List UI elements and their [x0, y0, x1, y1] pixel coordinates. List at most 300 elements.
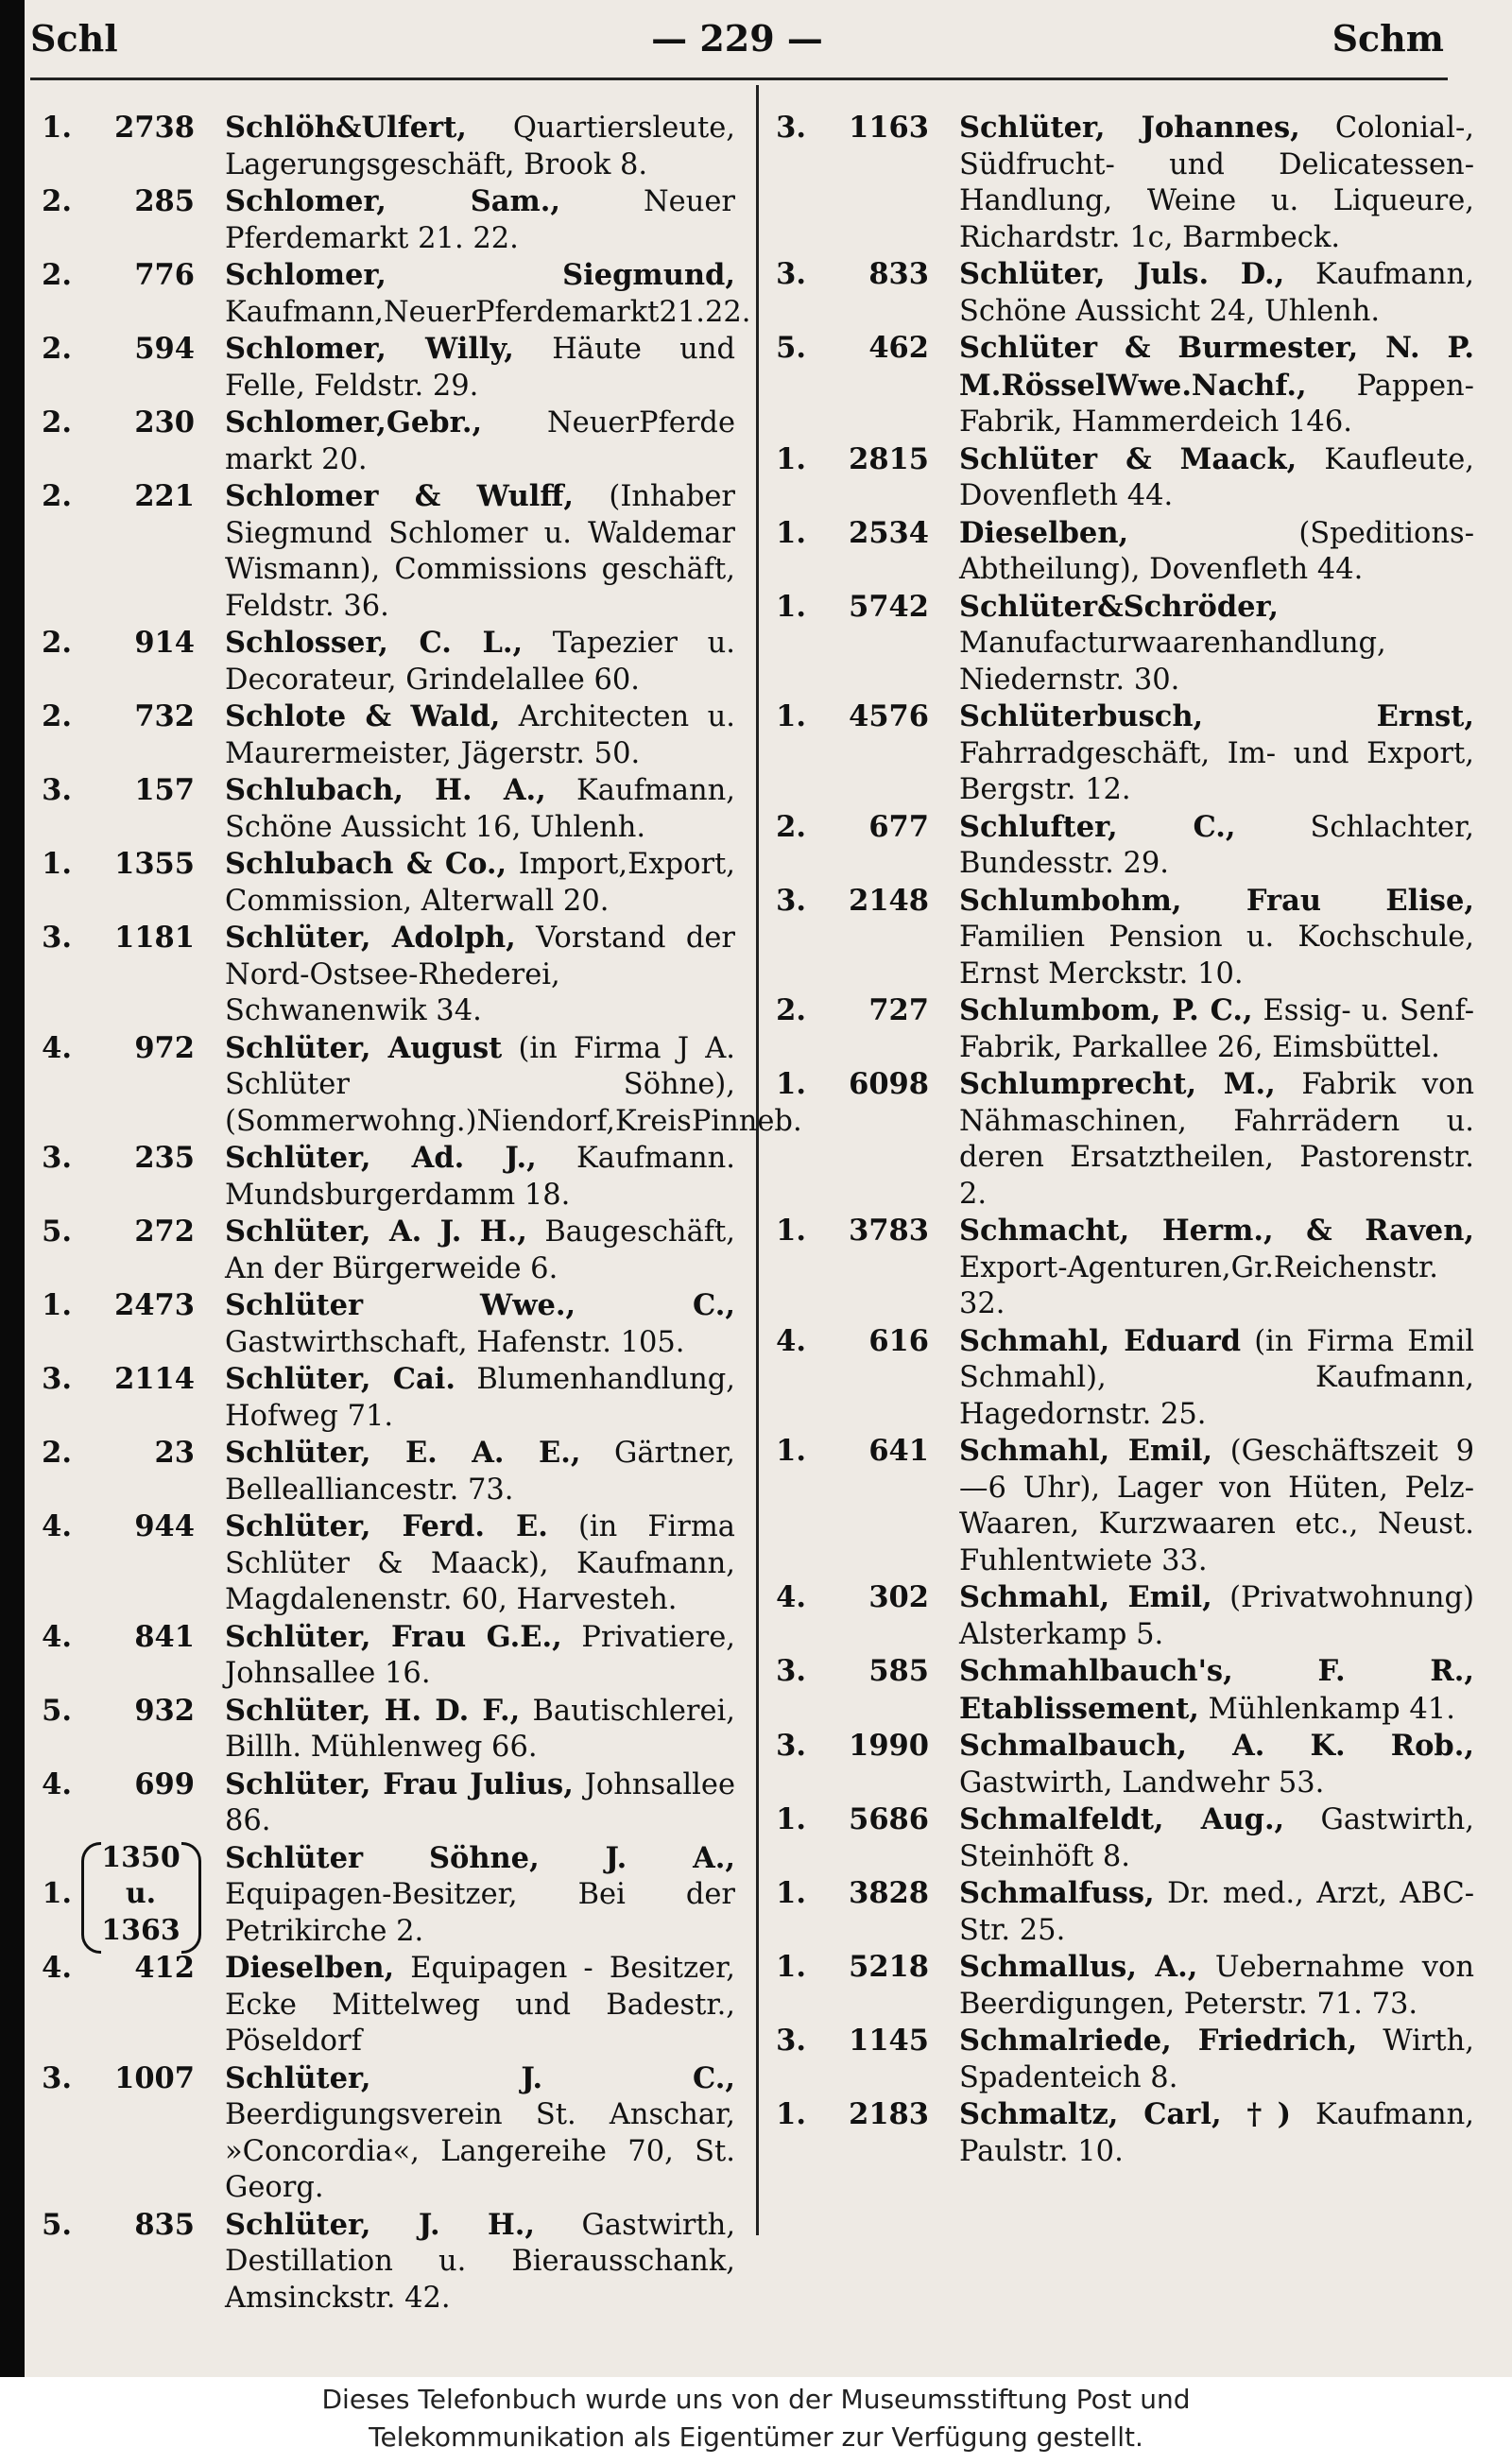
directory-entry: [36, 183, 735, 257]
phone-number-block: [770, 1323, 936, 1360]
phone-number-block: [36, 1693, 201, 1730]
phone-number-block: [770, 1066, 936, 1103]
phone-number: 585: [868, 1654, 929, 1688]
exchange-zone: 4.: [42, 1030, 72, 1065]
directory-entry: [36, 331, 735, 405]
subscriber-name: Schlöh&Ulfert,: [225, 111, 467, 145]
phone-number-block: [36, 920, 201, 956]
subscriber-details: Gastwirth, Destillation u. Bierausschank, Amsinckstr. 42.: [225, 2208, 736, 2315]
number-stack: [98, 1840, 183, 1950]
subscriber-details: Equipagen - Besitzer, Ecke Mittelweg und Badestr., Pöseldorf: [225, 1952, 735, 2058]
directory-entry: [770, 992, 1474, 1066]
exchange-zone: 3.: [776, 1654, 806, 1688]
subscriber-name: Schlüter, August: [225, 1030, 503, 1065]
subscriber-name: Schlüter, Cai.: [225, 1362, 455, 1396]
phone-number: 727: [868, 993, 929, 1027]
exchange-zone: 1.: [776, 2097, 806, 2131]
phone-number: 23: [154, 1436, 195, 1470]
directory-entry: [36, 110, 735, 183]
subscriber-details: Beerdigungsverein St. Anschar, »Concordia«, Langereihe 70, St. Georg.: [225, 2098, 735, 2204]
phone-number: 6098: [849, 1067, 929, 1101]
phone-number-block: [770, 1949, 936, 1986]
entry-text: [959, 256, 1474, 330]
directory-entry: [770, 1653, 1474, 1728]
phone-number: 462: [868, 331, 929, 365]
exchange-zone: 3.: [776, 2024, 806, 2058]
exchange-zone: 1.: [776, 699, 806, 733]
phone-number: 5686: [849, 1802, 929, 1836]
entry-text: [959, 1949, 1474, 2023]
subscriber-name: Schmahl, Eduard: [959, 1323, 1242, 1358]
directory-entry: [770, 330, 1474, 441]
entry-text: [225, 846, 735, 920]
footer-notice: [0, 2377, 1512, 2464]
phone-number-block: [770, 110, 936, 146]
entry-text: [225, 110, 735, 183]
directory-entry: [36, 1214, 735, 1287]
directory-entry: [770, 1066, 1474, 1213]
header-right-keyword: Schm: [1332, 17, 1444, 60]
subscriber-name: Schlumprecht, M.,: [959, 1067, 1276, 1101]
phone-number-block: [770, 1433, 936, 1470]
phone-number-block: [770, 1728, 936, 1765]
exchange-zone: 3.: [42, 921, 72, 955]
entry-text: [959, 1875, 1474, 1949]
entry-text: [225, 1766, 735, 1840]
directory-entry: [36, 1361, 735, 1435]
entry-text: [225, 1214, 735, 1287]
exchange-zone: 1.: [42, 1876, 72, 1910]
directory-entry: [770, 1875, 1474, 1949]
directory-entry: [770, 1323, 1474, 1434]
subscriber-details: Johnsallee 86.: [225, 1767, 735, 1837]
column-divider: [756, 85, 759, 2235]
subscriber-details: Bautischlerei, Billh. Mühlenweg 66.: [225, 1694, 735, 1764]
phone-number-block: [36, 1766, 201, 1803]
exchange-zone: 5.: [42, 1693, 72, 1728]
entry-text: [225, 1140, 735, 1214]
entry-text: [225, 1508, 735, 1619]
subscriber-name: Schlüter&Schröder,: [959, 589, 1280, 624]
subscriber-details: Kaufmann. Mundsburgerdamm 18.: [225, 1142, 735, 1212]
right-column: [770, 110, 1474, 2170]
number-connector: u.: [125, 1877, 157, 1910]
phone-number: 285: [134, 184, 195, 218]
entry-text: [225, 1840, 735, 1951]
subscriber-name: Schmalfuss,: [959, 1876, 1155, 1910]
subscriber-name: Schlüter, E. A. E.,: [225, 1436, 581, 1470]
entry-text: [225, 183, 735, 257]
subscriber-details: Familien Pension u. Kochschule, Ernst Merckstr. 10.: [959, 921, 1474, 991]
subscriber-details: Export-Agenturen,Gr.Reichenstr. 32.: [959, 1250, 1438, 1320]
phone-number: 2738: [114, 111, 195, 145]
subscriber-name: Schlomer, Siegmund,: [225, 258, 735, 292]
directory-entry: [770, 1213, 1474, 1323]
phone-number-block: [36, 405, 201, 441]
subscriber-details: Fabrik von Nähmaschinen, Fahrrädern u. deren Ersatztheilen, Pastorenstr. 2.: [959, 1068, 1474, 1211]
entry-text: [959, 698, 1474, 809]
exchange-zone: 1.: [42, 111, 72, 145]
directory-entry: [36, 1030, 802, 1141]
phone-number: 157: [134, 773, 195, 807]
subscriber-name: Schlüter, Juls. D.,: [959, 257, 1285, 291]
subscriber-name: Schmallus, A.,: [959, 1950, 1198, 1984]
subscriber-details: Kaufleute, Dovenfleth 44.: [959, 442, 1474, 512]
exchange-zone: 2.: [776, 809, 806, 844]
directory-entry: [36, 1287, 735, 1361]
subscriber-name: Schlüter & Burmester, N. P. M.RösselWwe.Nachf.,: [959, 331, 1474, 403]
phone-number: 699: [134, 1766, 195, 1801]
subscriber-details: Colonial-, Südfrucht- und Delicatessen-Handlung, Weine u. Liqueure, Richardstr. 1c, Barmbeck.: [959, 112, 1474, 254]
phone-number-block: [36, 478, 201, 515]
subscriber-details: NeuerPferde markt 20.: [225, 406, 735, 476]
subscriber-name: Schlüter, Ad. J.,: [225, 1141, 537, 1175]
exchange-zone: 2.: [42, 405, 72, 439]
exchange-zone: 5.: [42, 2207, 72, 2242]
subscriber-name: Schlumbohm, Frau Elise,: [959, 883, 1474, 918]
phone-number-block: [770, 883, 936, 920]
exchange-zone: 5.: [776, 331, 806, 365]
subscriber-details: Gastwirth, Steinhöft 8.: [959, 1803, 1474, 1873]
exchange-zone: 1.: [776, 1950, 806, 1984]
directory-entry: [36, 1840, 735, 1951]
subscriber-name: Schlote & Wald,: [225, 699, 501, 733]
exchange-zone: 2.: [42, 184, 72, 218]
entry-text: [959, 441, 1474, 515]
subscriber-details: Fahrradgeschäft, Im- und Export, Bergstr. 12.: [959, 736, 1474, 806]
exchange-zone: 3.: [776, 883, 806, 918]
header-left-keyword: Schl: [30, 17, 118, 60]
phone-number: 972: [134, 1030, 195, 1065]
subscriber-name: Schlüter, Ferd. E.: [225, 1509, 548, 1543]
exchange-zone: 2.: [42, 479, 72, 513]
exchange-zone: 2.: [42, 258, 72, 292]
directory-entry: [36, 2060, 735, 2207]
exchange-zone: 1.: [776, 1802, 806, 1836]
subscriber-details: Uebernahme von Beerdigungen, Peterstr. 71. 73.: [959, 1951, 1474, 2021]
phone-number-block: [770, 698, 936, 735]
exchange-zone: 1.: [776, 515, 806, 550]
page-number: — 229 —: [651, 17, 823, 60]
phone-number-block: [36, 183, 201, 220]
exchange-zone: 3.: [776, 1729, 806, 1763]
subscriber-name: Schlüter, Adolph,: [225, 921, 516, 955]
phone-number-block: [770, 1875, 936, 1912]
phone-number-block: [770, 330, 936, 367]
subscriber-details: Gastwirth, Landwehr 53.: [959, 1766, 1325, 1800]
entry-text: [225, 1435, 735, 1508]
subscriber-name: Schlüter, Frau Julius,: [225, 1766, 574, 1801]
exchange-zone: 1.: [42, 1288, 72, 1322]
subscriber-details: Privatiere, Johnsallee 16.: [225, 1620, 736, 1690]
phone-number: 2815: [849, 441, 929, 476]
subscriber-name: Schlüter Söhne, J. A.,: [225, 1840, 735, 1875]
phone-number: 1007: [114, 2060, 195, 2095]
exchange-zone: 4.: [776, 1323, 806, 1358]
directory-entry: [36, 257, 751, 331]
left-column: [36, 110, 802, 2317]
subscriber-details: Manufacturwaarenhandlung, Niedernstr. 30.: [959, 627, 1386, 697]
phone-number: 616: [868, 1323, 929, 1358]
phone-number-block: [36, 1950, 201, 1987]
directory-entry: [770, 256, 1474, 330]
phone-number-block: [36, 698, 201, 735]
phone-number: 841: [134, 1619, 195, 1654]
directory-entry: [770, 441, 1474, 515]
subscriber-details: Architecten u. Maurermeister, Jägerstr. 50.: [225, 700, 735, 770]
subscriber-details: Schlachter, Bundesstr. 29.: [959, 810, 1474, 880]
exchange-zone: 1.: [42, 847, 72, 881]
entry-text: [959, 1433, 1474, 1579]
exchange-zone: 3.: [776, 257, 806, 291]
subscriber-name: Schmahl, Emil,: [959, 1434, 1213, 1468]
directory-entry: [36, 1508, 735, 1619]
entry-text: [225, 2207, 735, 2318]
entry-text: [225, 1619, 735, 1693]
subscriber-details: Vorstand der Nord-Ostsee-Rhederei, Schwanenwik 34.: [225, 922, 736, 1027]
subscriber-details: Gärtner, Bellealliancestr. 73.: [225, 1437, 736, 1507]
subscriber-name: Schmacht, Herm., & Raven,: [959, 1214, 1474, 1248]
phone-number: 272: [134, 1215, 195, 1249]
entry-text: [225, 772, 735, 846]
subscriber-details: (in Firma Schlüter & Maack), Kaufmann, Magdalenenstr. 60, Harvesteh.: [225, 1510, 735, 1616]
phone-number-block: [36, 1287, 201, 1324]
phone-number: 641: [868, 1434, 929, 1468]
subscriber-details: Import,Export, Commission, Alterwall 20.: [225, 848, 735, 918]
directory-entry: [770, 2096, 1474, 2170]
entry-text: [225, 1950, 735, 2060]
entry-text: [959, 330, 1474, 441]
phone-number: 302: [868, 1580, 929, 1614]
entry-text: [225, 920, 735, 1030]
subscriber-name: Schlomer & Wulff,: [225, 479, 575, 513]
entry-text: [225, 2060, 735, 2207]
directory-entry: [36, 1140, 735, 1214]
phone-number: 4576: [849, 699, 929, 733]
entry-text: [959, 1213, 1474, 1323]
phone-number-block: [36, 2207, 201, 2244]
entry-text: [225, 1030, 802, 1141]
phone-number-block: [36, 1140, 201, 1177]
subscriber-details: (Geschäftszeit 9—6 Uhr), Lager von Hüten, Pelz-Waaren, Kurzwaaren etc., Neust. Fuhlentwiete 33.: [959, 1435, 1474, 1577]
exchange-zone: 5.: [42, 1215, 72, 1249]
subscriber-details: Kaufmann, Schöne Aussicht 24, Uhlenh.: [959, 258, 1474, 328]
phone-number: 2183: [849, 2097, 929, 2131]
entry-text: [225, 478, 735, 625]
subscriber-name: Schmahlbauch's, F. R., Etablissement,: [959, 1654, 1474, 1726]
subscriber-name: Schmalbauch, A. K. Rob.,: [959, 1729, 1474, 1763]
phone-number-block: [36, 1619, 201, 1656]
directory-entry: [770, 110, 1474, 256]
phone-number-block: [770, 2023, 936, 2059]
phone-number-block: [770, 441, 936, 478]
exchange-zone: 1.: [776, 1876, 806, 1910]
phone-number-block: [770, 1213, 936, 1249]
directory-entry: [36, 1693, 735, 1766]
entry-text: [225, 257, 751, 331]
subscriber-name: Schlüter & Maack,: [959, 441, 1297, 476]
exchange-zone: 1.: [776, 1434, 806, 1468]
directory-entry: [770, 1728, 1474, 1801]
phone-number-block: [36, 846, 201, 883]
entry-text: [959, 515, 1474, 589]
directory-entry: [770, 1433, 1474, 1579]
directory-entry: [770, 809, 1474, 883]
entry-text: [959, 2096, 1474, 2170]
subscriber-name: Schmalfeldt, Aug.,: [959, 1802, 1285, 1836]
phone-number: 3828: [849, 1876, 929, 1910]
phone-number: 677: [868, 809, 929, 844]
subscriber-details: (in Firma J A. Schlüter Söhne), (Sommerwohng.)Niendorf,KreisPinneb.: [225, 1031, 802, 1138]
phone-number-block: [36, 625, 201, 662]
phone-number-block: [36, 772, 201, 809]
phone-number: 1163: [849, 111, 929, 145]
subscriber-details: Blumenhandlung, Hofweg 71.: [225, 1363, 735, 1433]
subscriber-details: Kaufmann,NeuerPferdemarkt21.22.: [225, 295, 751, 329]
entry-text: [959, 2023, 1474, 2096]
subscriber-name: Schlüter Wwe., C.,: [225, 1288, 735, 1322]
page-header: [30, 17, 1444, 74]
phone-number: 3783: [849, 1214, 929, 1248]
directory-entry: [36, 1435, 735, 1508]
phone-number-block: [770, 992, 936, 1029]
subscriber-details: Essig- u. Senf-Fabrik, Parkallee 26, Eimsbüttel.: [959, 994, 1474, 1064]
exchange-zone: 4.: [776, 1580, 806, 1614]
entry-text: [225, 1287, 735, 1361]
exchange-zone: 4.: [42, 1951, 72, 1985]
phone-number-block: [36, 1435, 201, 1472]
directory-entry: [36, 772, 735, 846]
phone-number: 221: [134, 479, 195, 513]
phone-number: 2473: [114, 1288, 195, 1322]
directory-entry: [770, 1949, 1474, 2023]
phone-number-block: [36, 2060, 201, 2097]
entry-text: [959, 1579, 1474, 1653]
phone-number-block: [770, 1579, 936, 1616]
subscriber-details: Pappen-Fabrik, Hammerdeich 146.: [959, 369, 1474, 439]
phone-number: 235: [134, 1141, 195, 1175]
phone-number: 1181: [114, 921, 195, 955]
exchange-zone: 4.: [42, 1766, 72, 1801]
exchange-zone: 1.: [776, 1214, 806, 1248]
directory-entry: [770, 698, 1474, 809]
exchange-zone: 3.: [776, 111, 806, 145]
phone-number-block: [770, 1653, 936, 1690]
subscriber-details: Neuer Pferdemarkt 21. 22.: [225, 185, 735, 255]
exchange-zone: 4.: [42, 1619, 72, 1654]
phone-number: 2148: [849, 883, 929, 918]
phone-number: 5218: [849, 1950, 929, 1984]
phone-number: 914: [134, 626, 195, 660]
subscriber-name: Schlüter, Johannes,: [959, 111, 1300, 145]
exchange-zone: 1.: [776, 589, 806, 624]
subscriber-name: Schmahl, Emil,: [959, 1580, 1212, 1614]
phone-number-block: [770, 589, 936, 626]
phone-number: 776: [134, 258, 195, 292]
subscriber-name: Schlüter, H. D. F.,: [225, 1693, 521, 1728]
directory-entry: [770, 1579, 1474, 1653]
phone-number-block: [770, 809, 936, 846]
directory-entry: [770, 589, 1474, 699]
directory-entry: [770, 515, 1474, 589]
subscriber-name: Schlomer,Gebr.,: [225, 405, 483, 439]
page-edge-shadow: [0, 0, 25, 2377]
subscriber-details: Wirth, Spadenteich 8.: [959, 2025, 1474, 2094]
entry-text: [225, 331, 735, 405]
entry-text: [959, 1653, 1474, 1728]
phone-number: 412: [134, 1951, 195, 1985]
entry-text: [959, 589, 1474, 699]
footer-line-2: Telekommunikation als Eigentümer zur Verfügung gestellt.: [369, 2421, 1143, 2453]
subscriber-details: Häute und Felle, Feldstr. 29.: [225, 333, 735, 403]
phone-number: 1350: [101, 1840, 180, 1874]
entry-text: [225, 405, 735, 478]
header-rule: [30, 78, 1448, 80]
directory-entry: [36, 1766, 735, 1840]
exchange-zone: 3.: [42, 773, 72, 807]
subscriber-name: Schlomer, Willy,: [225, 332, 514, 366]
subscriber-details: Kaufmann, Paulstr. 10.: [959, 2098, 1474, 2168]
phone-number-block: [770, 515, 936, 552]
subscriber-details: (Inhaber Siegmund Schlomer u. Waldemar Wismann), Commissions geschäft, Feldstr. 36.: [225, 480, 735, 623]
subscriber-name: Schlüter, Frau G.E.,: [225, 1619, 562, 1654]
subscriber-name: Schlubach & Co.,: [225, 847, 507, 881]
phone-number-block: [770, 2096, 936, 2133]
phone-number-block: [36, 1361, 201, 1398]
exchange-zone: 3.: [42, 1362, 72, 1396]
phone-number: 835: [134, 2207, 195, 2242]
phone-number: 1363: [101, 1913, 180, 1947]
entry-text: [225, 625, 735, 698]
phone-number-block: [36, 1214, 201, 1250]
subscriber-name: Dieselben,: [959, 515, 1129, 550]
subscriber-details: (Privatwohnung) Alsterkamp 5.: [959, 1581, 1474, 1651]
directory-entry: [770, 883, 1474, 993]
subscriber-details: Quartiersleute, Lagerungsgeschäft, Brook 8.: [225, 112, 735, 181]
entry-text: [225, 1693, 735, 1766]
exchange-zone: 2.: [42, 332, 72, 366]
subscriber-name: Schlubach, H. A.,: [225, 773, 546, 807]
directory-entry: [36, 698, 735, 772]
phone-number: 2114: [114, 1362, 195, 1396]
exchange-zone: 3.: [42, 1141, 72, 1175]
exchange-zone: 1.: [776, 1067, 806, 1101]
subscriber-name: Schlüter, J. H.,: [225, 2207, 536, 2242]
phone-number: 833: [868, 257, 929, 291]
subscriber-name: Schlüter, J. C.,: [225, 2060, 735, 2095]
phone-number-block: [36, 331, 201, 368]
exchange-zone: 1.: [776, 441, 806, 476]
phone-number: 1145: [849, 2024, 929, 2058]
exchange-zone: 2.: [42, 1436, 72, 1470]
subscriber-name: Dieselben,: [225, 1951, 395, 1985]
entry-text: [959, 883, 1474, 993]
entry-text: [225, 1361, 735, 1435]
subscriber-name: Schlüter, A. J. H.,: [225, 1215, 527, 1249]
directory-entry: [36, 920, 735, 1030]
subscriber-details: Dr. med., Arzt, ABC-Str. 25.: [959, 1877, 1474, 1947]
subscriber-name: Schlosser, C. L.,: [225, 626, 524, 660]
directory-entry: [36, 2207, 735, 2318]
phone-number: 594: [134, 332, 195, 366]
entry-text: [225, 698, 735, 772]
exchange-zone: 2.: [776, 993, 806, 1027]
phone-number-block: [36, 257, 201, 294]
phone-number: 5742: [849, 589, 929, 624]
directory-entry: [770, 2023, 1474, 2096]
directory-entry: [770, 1801, 1474, 1875]
subscriber-name: Schlüterbusch, Ernst,: [959, 699, 1474, 733]
